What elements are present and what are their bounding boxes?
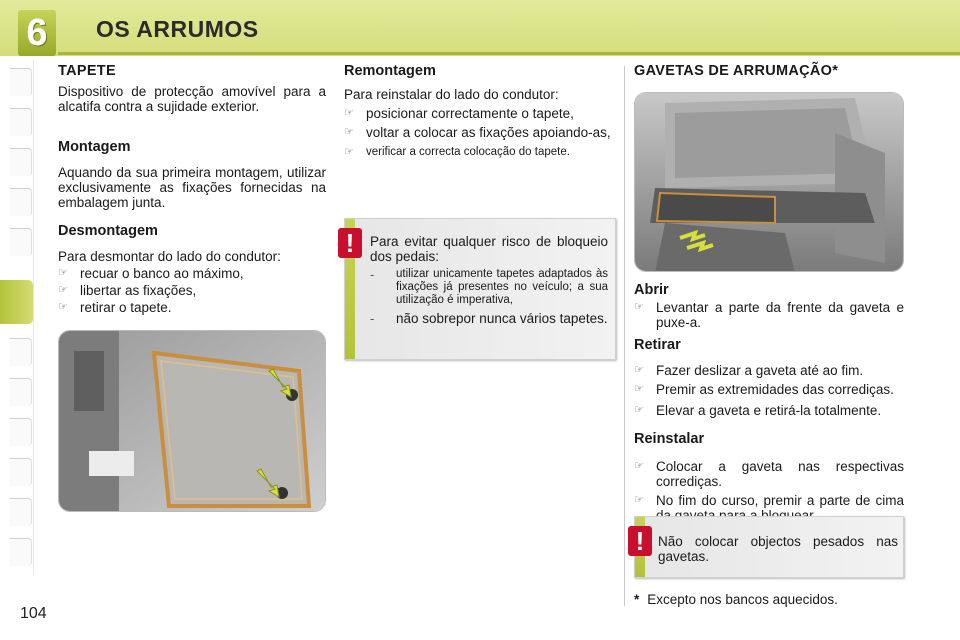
abrir-heading: Abrir [634,282,669,298]
pointing-hand-icon: ☞ [58,301,68,313]
remontagem-intro: Para reinstalar do lado do condutor: [344,87,559,102]
page-number: 104 [20,605,47,622]
footnote-mark: * [634,592,640,607]
pointing-hand-icon: ☞ [634,383,644,395]
chapter-tab-2[interactable] [10,108,32,136]
floor-mat-photo [58,330,326,512]
montagem-heading: Montagem [58,139,131,155]
chapter-tab-3[interactable] [10,148,32,176]
gavetas-heading: GAVETAS DE ARRUMAÇÃO* [634,63,839,79]
retirar-step: ☞ Premir as extremidades das corrediças. [634,382,894,397]
tapete-heading: TAPETE [58,63,116,79]
remontagem-step: ☞ posicionar correctamente o tapete, [344,106,574,121]
warning-intro: Para evitar qualquer risco de bloqueio dos pedais: [370,234,608,264]
chapter-tab-12[interactable] [10,538,32,566]
footnote-text: Excepto nos bancos aquecidos. [647,592,838,607]
seat-drawer-photo [634,92,904,272]
chapter-tab-6-active[interactable] [0,280,33,324]
chapter-tab-9[interactable] [10,418,32,446]
pointing-hand-icon: ☞ [344,146,354,158]
desmontagem-intro: Para desmontar do lado do condutor: [58,249,281,264]
desmontagem-step: ☞ libertar as fixações, [58,283,197,298]
right-column [634,64,904,79]
chapter-tab-8[interactable] [10,378,32,406]
chapter-tab-7[interactable] [10,338,32,366]
chapter-tab-1[interactable] [10,68,32,96]
chapter-tab-11[interactable] [10,498,32,526]
reinstalar-step: ☞ No fim do curso, premir a parte de cima [634,493,904,508]
chapter-tab-4[interactable] [10,188,32,216]
exclamation-icon: ! [338,228,362,258]
drawer-warning-text: Não colocar objectos pesados nas gavetas. [658,534,898,564]
left-column [58,64,326,315]
pointing-hand-icon: ☞ [344,107,354,119]
chapter-tab-10[interactable] [10,458,32,486]
reinstalar-heading: Reinstalar [634,431,705,447]
remontagem-step: ☞ verificar a correcta colocação do tapete. [344,146,570,158]
remontagem-heading: Remontagem [344,63,436,79]
pointing-hand-icon: ☞ [634,301,644,313]
desmontagem-heading: Desmontagem [58,223,158,239]
pointing-hand-icon: ☞ [634,364,644,376]
desmontagem-step: ☞ recuar o banco ao máximo, [58,266,244,281]
montagem-description: Aquando da sua primeira montagem, utilizar exclusivamente as fixações fornecidas na embalagem junta. [58,165,326,210]
chapter-badge: 6 [18,10,56,56]
header-underline [58,52,960,55]
pointing-hand-icon: ☞ [58,267,68,279]
pedal-warning-text [370,234,608,326]
retirar-step: ☞ Fazer deslizar a gaveta até ao fim. [634,363,864,378]
desmontagem-step: ☞ retirar o tapete. [58,300,172,315]
warning-item: - não sobrepor nunca vários tapetes. [370,311,608,326]
footnote [634,592,838,607]
chapter-tab-5[interactable] [10,228,32,256]
tapete-description: Dispositivo de protecção amovível para a alcatifa contra a sujidade exterior. [58,84,326,114]
retirar-heading: Retirar [634,337,681,353]
column-divider [624,66,625,606]
pointing-hand-icon: ☞ [58,284,68,296]
exclamation-icon: ! [628,526,652,556]
abrir-step: ☞ Levantar a parte da frente da gaveta e puxe-a. [634,300,904,330]
pointing-hand-icon: ☞ [634,404,644,416]
warning-item: - utilizar unicamente tapetes adaptados às fixações já presentes no veículo; a sua utilização é imperativa, [370,267,608,306]
retirar-step: ☞ Elevar a gaveta e retirá-la totalmente. [634,403,882,418]
middle-column [344,64,614,159]
right-column-instructions [634,283,904,523]
pointing-hand-icon: ☞ [634,494,644,506]
reinstalar-step: ☞ Colocar a gaveta nas respectivas corrediças. [634,459,904,489]
chapter-title: OS ARRUMOS [96,16,259,42]
pointing-hand-icon: ☞ [344,126,354,138]
remontagem-step: ☞ voltar a colocar as fixações apoiando-as, [344,125,611,140]
pointing-hand-icon: ☞ [634,460,644,472]
